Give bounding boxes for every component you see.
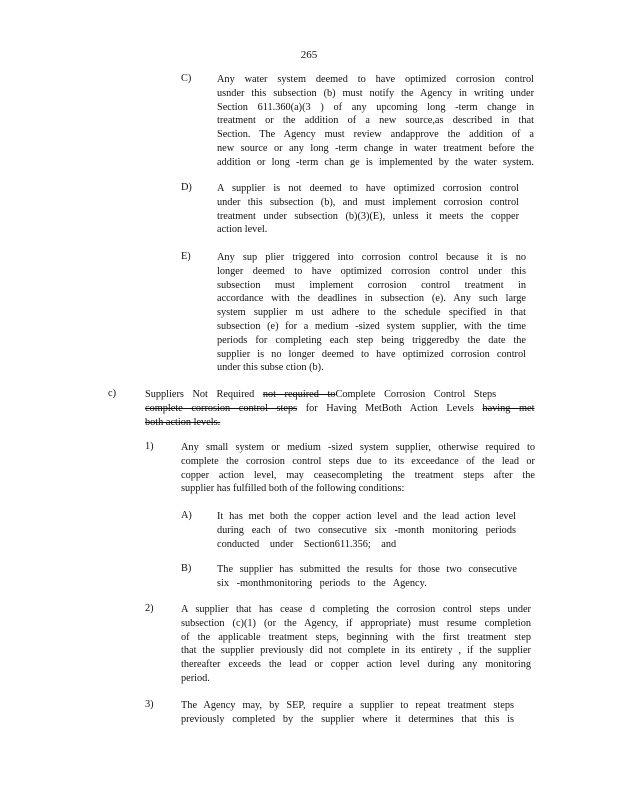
text-line: treatment or the addition of a new source,as described in that [217, 115, 534, 127]
subitem-3 [181, 699, 514, 727]
item-e [217, 251, 526, 375]
text-line: Section 611.360(a)(3 ) of any upcoming long -term change in [217, 101, 534, 113]
text-line: during each of two consecutive six -month monitoring periods [217, 524, 516, 536]
heading-line-3 [145, 416, 535, 430]
deleted-text: not required to [262, 389, 336, 400]
text-line: new source or any long -term change in water treatment before the [217, 142, 534, 154]
section-c-heading [145, 388, 535, 429]
item-c [217, 73, 534, 170]
item-label-d: D) [181, 182, 192, 193]
page-number: 265 [300, 49, 318, 61]
deleted-text: having met [482, 402, 535, 414]
section-label-c: c) [108, 388, 116, 399]
text-line: A supplier is not deemed to have optimized corrosion control [217, 183, 519, 194]
text-line: A supplier that has cease d completing the corrosion control steps under [181, 604, 531, 615]
text-line: six -monthmonitoring periods to the Agency. [217, 577, 427, 589]
text-line: accordance with the deadlines in subsection (e). Any such large [217, 293, 526, 305]
text-line: of the applicable treatment steps, beginning with the first treatment step [181, 631, 531, 643]
item-d [217, 182, 519, 237]
text-line: The supplier has submitted the results for those two consecutive [217, 564, 517, 575]
text-line: subsection (e) for a medium -sized system supplier, with the time [217, 320, 526, 332]
text-line: supplier is no longer deemed to have optimized corrosion control [217, 348, 526, 360]
text-line: addition or long -term chan ge is implemented by the water system. [217, 156, 534, 168]
text-line: previously completed by the supplier where it determines that this is [181, 713, 514, 725]
condition-b [217, 563, 517, 591]
heading-text: for Having MetBoth Action Levels [305, 402, 474, 414]
text-line: thereafter exceeds the lead or copper action level during any monitoring [181, 659, 531, 671]
text-line: subsection must implement corrosion control treatment in [217, 279, 526, 291]
heading-line-2 [145, 402, 535, 416]
text-line: complete the corrosion control steps due to its exceedance of the lead or [181, 455, 535, 467]
subitem-label-3: 3) [145, 699, 154, 710]
text-line: subsection (c)(1) (or the Agency, if appropriate) must resume completion [181, 617, 531, 629]
text-line: that the supplier previously did not complete in its entirety , if the supplier [181, 645, 531, 657]
text-line: under this subsection (b), and must implement corrosion control [217, 196, 519, 208]
text-line: copper action level, may ceasecompleting the treatment steps after the [181, 469, 535, 481]
text-line: longer deemed to have optimized corrosion control under this [217, 265, 526, 277]
text-line: Any small system or medium -sized system supplier, otherwise required to [181, 442, 535, 453]
text-line: system supplier m ust adhere to the schedule specified in that [217, 307, 526, 319]
condition-label-a: A) [181, 510, 192, 521]
text-line: usnder this subsection (b) must notify the Agency in writing under [217, 87, 534, 99]
subitem-1 [181, 441, 535, 496]
subitem-label-1: 1) [145, 441, 154, 452]
subitem-2 [181, 603, 531, 686]
condition-a [217, 510, 516, 551]
text-line: It has met both the copper action level and the lead action level [217, 511, 516, 522]
text-line: action level. [217, 224, 268, 236]
deleted-text: both action levels. [145, 416, 221, 428]
text-line: Section. The Agency must review andapprove the addition of a [217, 129, 534, 141]
text-line: period. [181, 672, 210, 684]
text-line: supplier has fulfilled both of the following conditions: [181, 483, 405, 495]
text-line: Any sup plier triggered into corrosion control because it is no [217, 252, 526, 263]
text-line: conducted under Section611.356; and [217, 538, 397, 550]
deleted-text: complete corrosion control steps [145, 402, 298, 414]
condition-label-b: B) [181, 563, 192, 574]
item-label-e: E) [181, 251, 191, 262]
heading-line-1 [145, 388, 535, 402]
text-line: periods for completing each step being triggeredby the date the [217, 334, 526, 346]
item-label-c: C) [181, 73, 192, 84]
text-line: Any water system deemed to have optimized corrosion control [217, 74, 534, 85]
subitem-label-2: 2) [145, 603, 154, 614]
text-line: The Agency may, by SEP, require a supplier to repeat treatment steps [181, 700, 514, 711]
text-line: treatment under subsection (b)(3)(E), unless it meets the copper [217, 210, 519, 222]
heading-text: Complete Corrosion Control Steps [335, 389, 497, 400]
text-line: under this subse ction (b). [217, 362, 324, 374]
heading-text: Suppliers Not Required [145, 389, 255, 400]
